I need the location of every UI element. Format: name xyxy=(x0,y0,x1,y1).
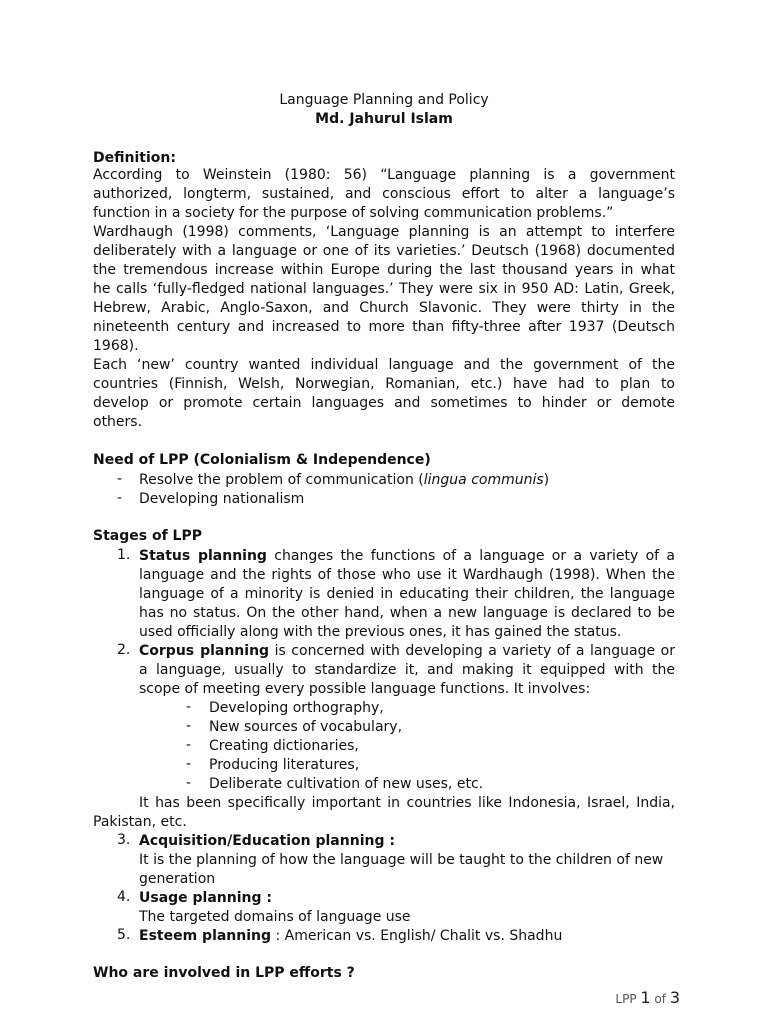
definition-line: authorized, longterm, sustained, and conscious effort to alter a language’s xyxy=(93,186,675,202)
document-author: Md. Jahurul Islam xyxy=(315,111,453,127)
stage-line: The targeted domains of language use xyxy=(139,909,411,925)
need-heading: Need of LPP (Colonialism & Independence) xyxy=(93,452,431,468)
definition-line: countries (Finnish, Welsh, Norwegian, Romanian, etc.) have had to plan to xyxy=(93,376,675,392)
definition-line: function in a society for the purpose of solving communication problems.” xyxy=(93,205,614,221)
stage-line: has no status. On the other hand, when a new language is declared to be xyxy=(139,605,675,621)
definition-line: others. xyxy=(93,414,143,430)
stage-line: a language, usually to standardize it, and making it equipped with the xyxy=(139,662,675,678)
corpus-subitem: Creating dictionaries, xyxy=(209,738,359,754)
stage-line: It is the planning of how the language will be taught to the children of new xyxy=(139,852,664,868)
stage-line: scope of meeting every possible language functions. It involves: xyxy=(139,681,591,697)
stage-number: 4. xyxy=(117,889,131,905)
definition-line: 1968). xyxy=(93,338,139,354)
definition-line: deliberately with a language or one of its varieties.’ Deutsch (1968) documented xyxy=(93,243,675,259)
stage-number: 5. xyxy=(117,927,131,943)
stage-line: language of a minority is denied in educating their children, the language xyxy=(139,586,675,602)
stage-line: used officially along with the previous ones, it has gained the status. xyxy=(139,624,622,640)
bullet-dash: - xyxy=(186,756,192,772)
definition-line: Wardhaugh (1998) comments, ‘Language planning is an attempt to interfere xyxy=(93,224,675,240)
corpus-subitem: Deliberate cultivation of new uses, etc. xyxy=(209,776,484,792)
definition-line: Hebrew, Arabic, Anglo-Saxon, and Church Slavonic. They were thirty in the xyxy=(93,300,675,316)
corpus-note: Pakistan, etc. xyxy=(93,814,187,830)
who-heading: Who are involved in LPP efforts ? xyxy=(93,965,355,981)
definition-line: According to Weinstein (1980: 56) “Language planning is a government xyxy=(93,167,675,183)
stage-title: Acquisition/Education planning : xyxy=(139,833,395,849)
stage-number: 3. xyxy=(117,832,131,848)
corpus-note: It has been specifically important in countries like Indonesia, Israel, India, xyxy=(139,795,675,811)
stage-number: 2. xyxy=(117,642,131,658)
definition-line: Each ‘new’ country wanted individual language and the government of the xyxy=(93,357,675,373)
page-footer xyxy=(615,988,680,1007)
stage-line: Status planning changes the functions of a language or a variety of a xyxy=(139,548,676,564)
bullet-dash: - xyxy=(117,471,123,487)
definition-line: he calls ‘fully-fledged national languages.’ They were six in 950 AD: Latin, Greek, xyxy=(93,281,675,297)
footer-label: LPP xyxy=(615,992,637,1006)
stage-line: language and the rights of those who use it Wardhaugh (1998). When the xyxy=(139,567,675,583)
bullet-dash: - xyxy=(186,775,192,791)
corpus-subitem: New sources of vocabulary, xyxy=(209,719,403,735)
bullet-dash: - xyxy=(186,699,192,715)
bullet-dash: - xyxy=(117,490,123,506)
need-item: Developing nationalism xyxy=(139,491,305,507)
corpus-subitem: Producing literatures, xyxy=(209,757,360,773)
page-number: 1 xyxy=(640,988,651,1007)
stage-line: generation xyxy=(139,871,216,887)
stages-heading: Stages of LPP xyxy=(93,528,202,544)
bullet-dash: - xyxy=(186,718,192,734)
document-title: Language Planning and Policy xyxy=(279,92,489,108)
corpus-subitem: Developing orthography, xyxy=(209,700,384,716)
stage-line: Corpus planning is concerned with developing a variety of a language or xyxy=(139,643,675,659)
need-item: Resolve the problem of communication (lingua communis) xyxy=(139,472,550,488)
definition-line: the tremendous increase within Europe during the last thousand years in what xyxy=(93,262,675,278)
stage-number: 1. xyxy=(117,547,131,563)
page-total: 3 xyxy=(669,988,680,1007)
stage-title: Usage planning : xyxy=(139,890,272,906)
footer-of: of xyxy=(654,992,666,1006)
definition-line: nineteenth century and increased to more than fifty-three after 1937 (Deutsch xyxy=(93,319,675,335)
definition-line: develop or promote certain languages and sometimes to hinder or demote xyxy=(93,395,675,411)
bullet-dash: - xyxy=(186,737,192,753)
stage-line: Esteem planning : American vs. English/ Chalit vs. Shadhu xyxy=(139,928,563,944)
definition-heading: Definition: xyxy=(93,150,176,166)
